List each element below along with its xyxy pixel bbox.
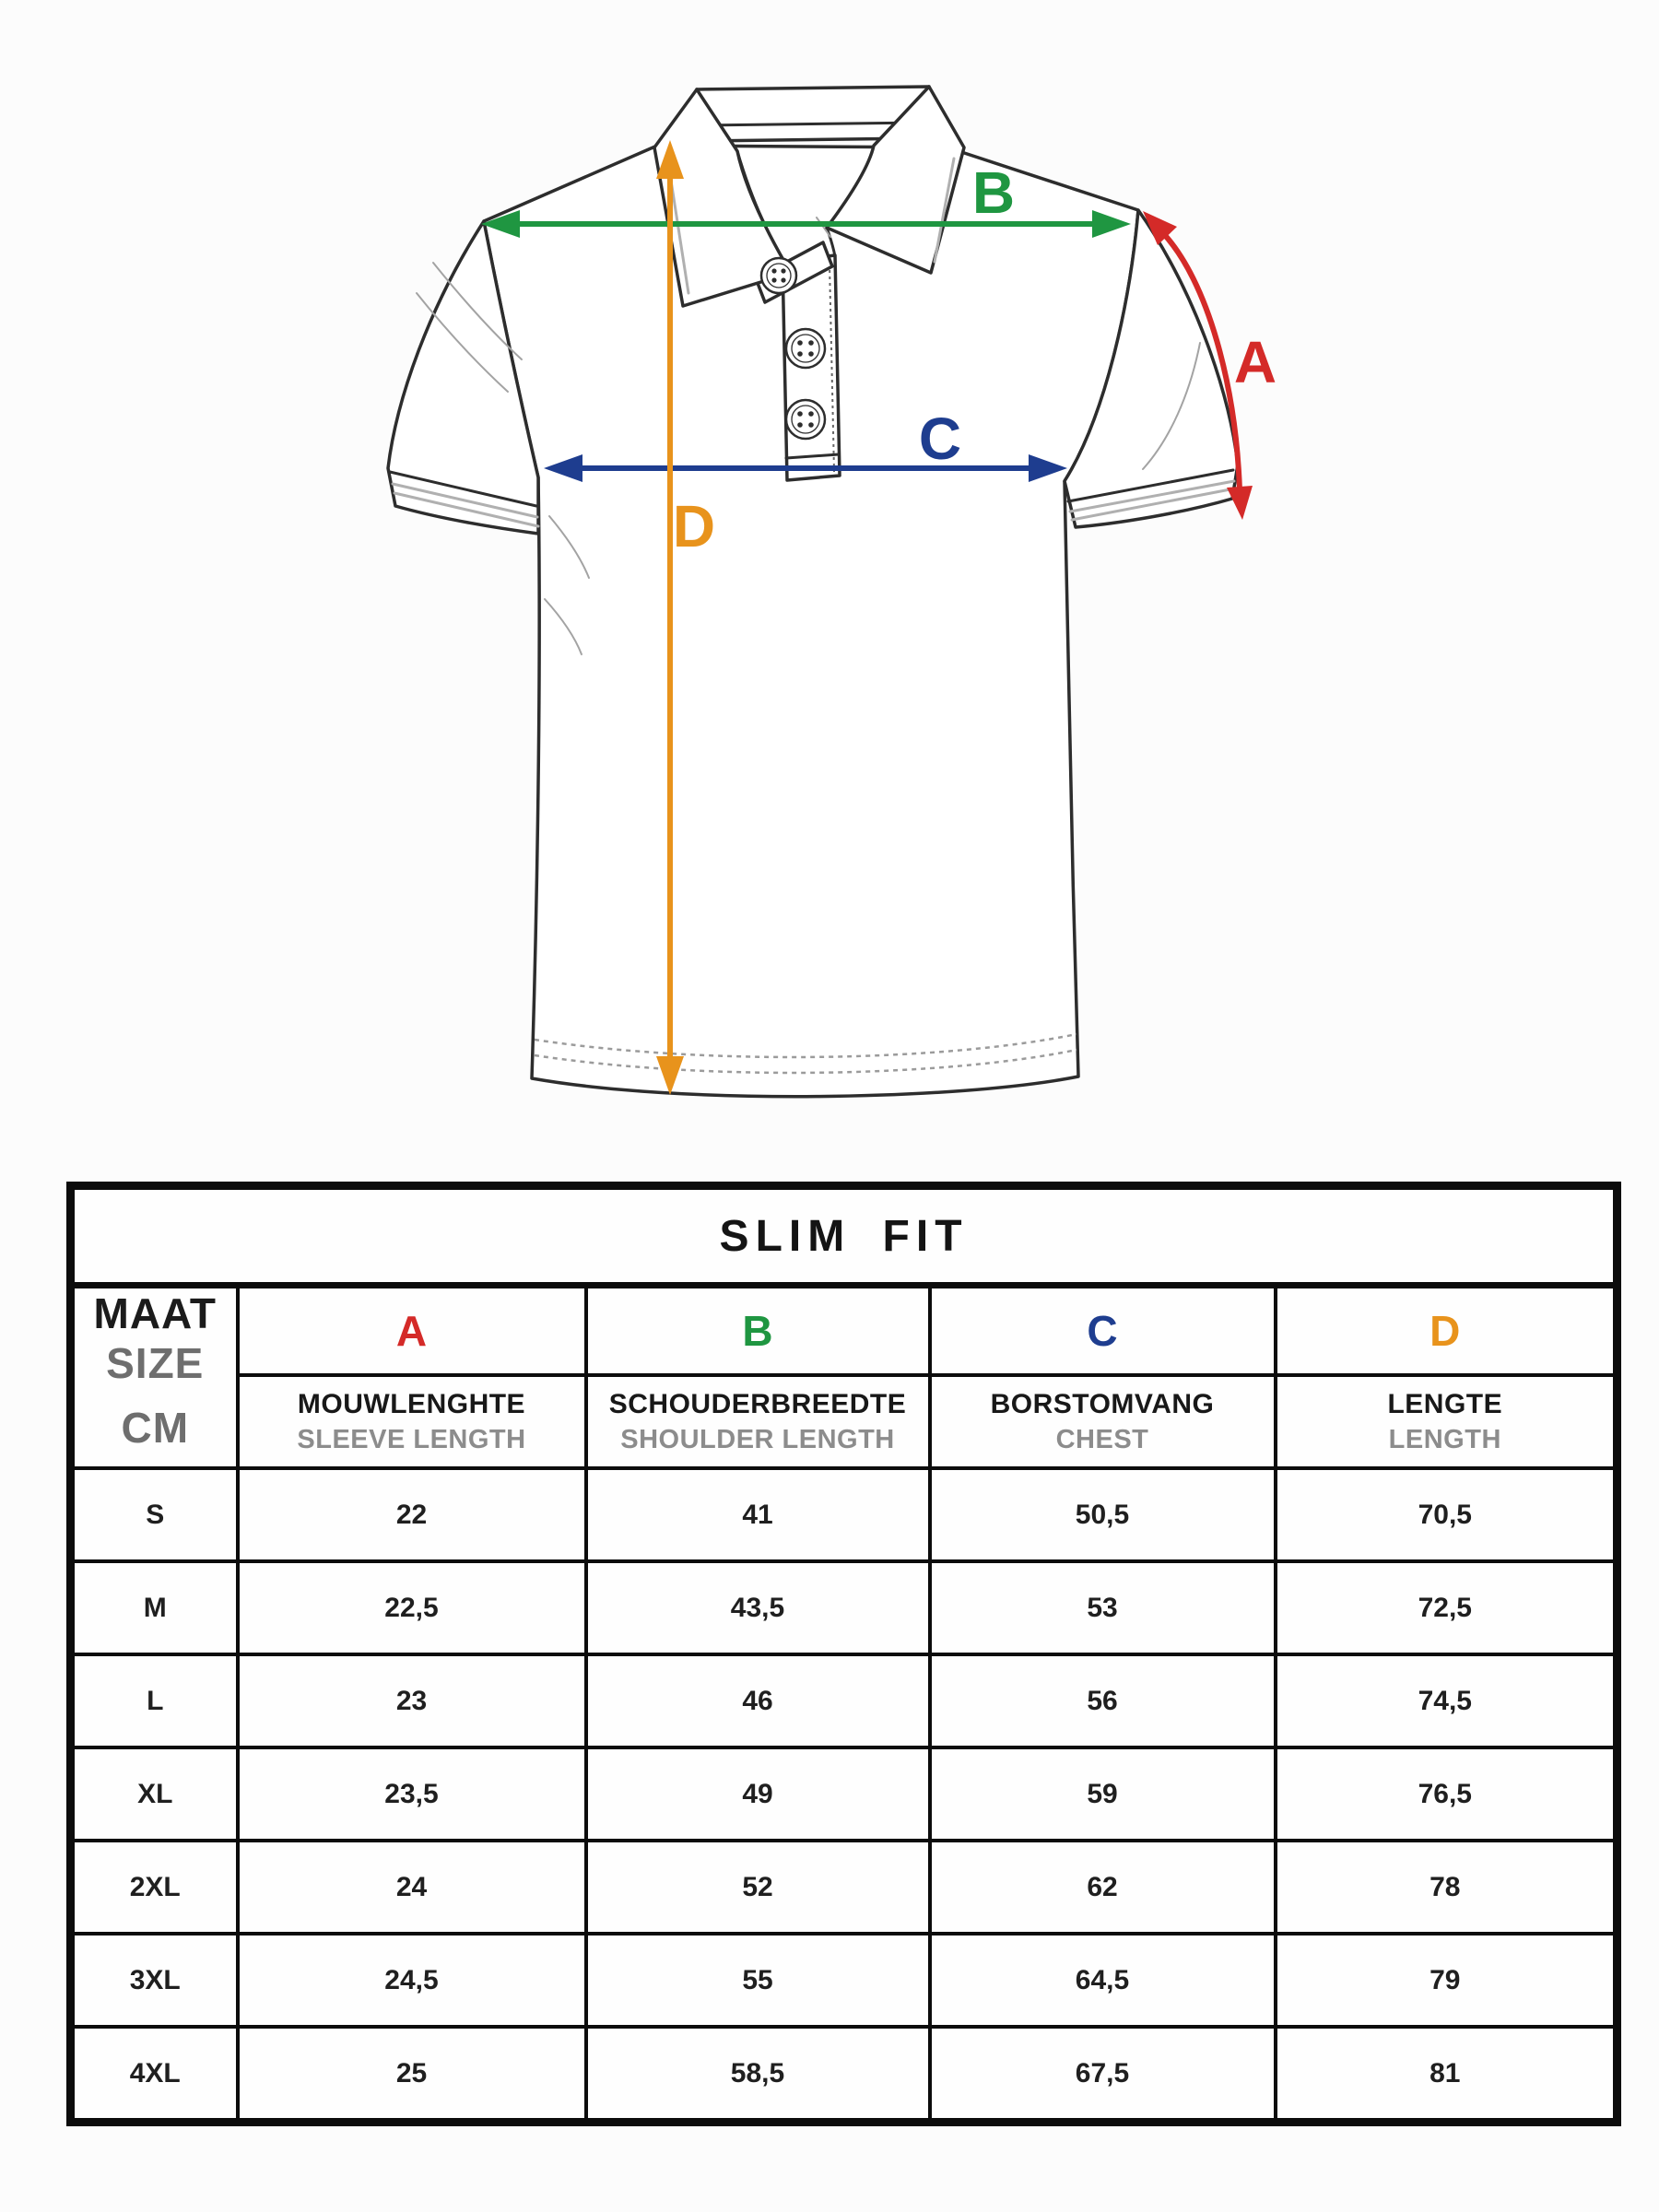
table-names-row — [71, 1375, 1618, 1468]
cm-unit-label: CM — [121, 1403, 190, 1452]
value-cell: 74,5 — [1276, 1654, 1618, 1747]
column-name-chest — [930, 1375, 1276, 1468]
arrowhead-down-icon — [1227, 486, 1253, 520]
value-cell: 67,5 — [930, 2027, 1276, 2123]
english-label: SHOULDER LENGTH — [620, 1424, 895, 1454]
value-cell: 22 — [238, 1468, 586, 1561]
button-icon — [786, 400, 825, 439]
table-title-row — [71, 1186, 1618, 1286]
button-icon — [761, 258, 796, 293]
size-header-cell — [71, 1286, 238, 1469]
size-cell: S — [71, 1468, 238, 1561]
size-label: SIZE — [106, 1339, 205, 1387]
value-cell: 49 — [586, 1747, 930, 1841]
column-letter-a: A — [238, 1286, 586, 1376]
table-row-s — [71, 1468, 1618, 1561]
value-cell: 23 — [238, 1654, 586, 1747]
value-cell: 72,5 — [1276, 1561, 1618, 1654]
value-cell: 50,5 — [930, 1468, 1276, 1561]
english-label: LENGTH — [1388, 1424, 1501, 1454]
value-cell: 24,5 — [238, 1934, 586, 2027]
fit-title: SLIM FIT — [71, 1186, 1618, 1286]
value-cell: 76,5 — [1276, 1747, 1618, 1841]
column-letter-d: D — [1276, 1286, 1618, 1376]
table-row-xl — [71, 1747, 1618, 1841]
value-cell: 46 — [586, 1654, 930, 1747]
english-label: SLEEVE LENGTH — [297, 1424, 526, 1454]
dutch-label: SCHOUDERBREEDTE — [608, 1388, 907, 1419]
dutch-label: MOUWLENGHTE — [297, 1388, 526, 1419]
value-cell: 56 — [930, 1654, 1276, 1747]
value-cell: 22,5 — [238, 1561, 586, 1654]
maat-label: MAAT — [93, 1289, 217, 1337]
value-cell: 55 — [586, 1934, 930, 2027]
value-cell: 58,5 — [586, 2027, 930, 2123]
label-d: D — [672, 493, 716, 559]
value-cell: 59 — [930, 1747, 1276, 1841]
value-cell: 64,5 — [930, 1934, 1276, 2027]
value-cell: 78 — [1276, 1841, 1618, 1934]
column-letter-b: B — [586, 1286, 930, 1376]
size-cell: M — [71, 1561, 238, 1654]
value-cell: 79 — [1276, 1934, 1618, 2027]
button-icon — [786, 329, 825, 368]
table-row-l — [71, 1654, 1618, 1747]
value-cell: 53 — [930, 1561, 1276, 1654]
value-cell: 81 — [1276, 2027, 1618, 2123]
size-cell: L — [71, 1654, 238, 1747]
table-row-3xl — [71, 1934, 1618, 2027]
column-letter-c: C — [930, 1286, 1276, 1376]
table-row-2xl — [71, 1841, 1618, 1934]
value-cell: 52 — [586, 1841, 930, 1934]
value-cell: 25 — [238, 2027, 586, 2123]
label-a: A — [1233, 329, 1277, 395]
value-cell: 43,5 — [586, 1561, 930, 1654]
dutch-label: LENGTE — [1387, 1388, 1503, 1419]
size-cell: XL — [71, 1747, 238, 1841]
label-b: B — [971, 159, 1016, 226]
column-name-sleeve — [238, 1375, 586, 1468]
table-row-m — [71, 1561, 1618, 1654]
column-name-shoulder — [586, 1375, 930, 1468]
size-cell: 4XL — [71, 2027, 238, 2123]
column-name-length — [1276, 1375, 1618, 1468]
value-cell: 41 — [586, 1468, 930, 1561]
table-row-4xl — [71, 2027, 1618, 2123]
value-cell: 70,5 — [1276, 1468, 1618, 1561]
table-letters-row — [71, 1286, 1618, 1376]
value-cell: 23,5 — [238, 1747, 586, 1841]
polo-shirt-drawing — [388, 87, 1238, 1097]
size-chart-table — [66, 1182, 1621, 2126]
size-cell: 2XL — [71, 1841, 238, 1934]
dutch-label: BORSTOMVANG — [990, 1388, 1215, 1419]
value-cell: 24 — [238, 1841, 586, 1934]
size-cell: 3XL — [71, 1934, 238, 2027]
label-c: C — [918, 406, 962, 472]
english-label: CHEST — [1055, 1424, 1149, 1454]
value-cell: 62 — [930, 1841, 1276, 1934]
